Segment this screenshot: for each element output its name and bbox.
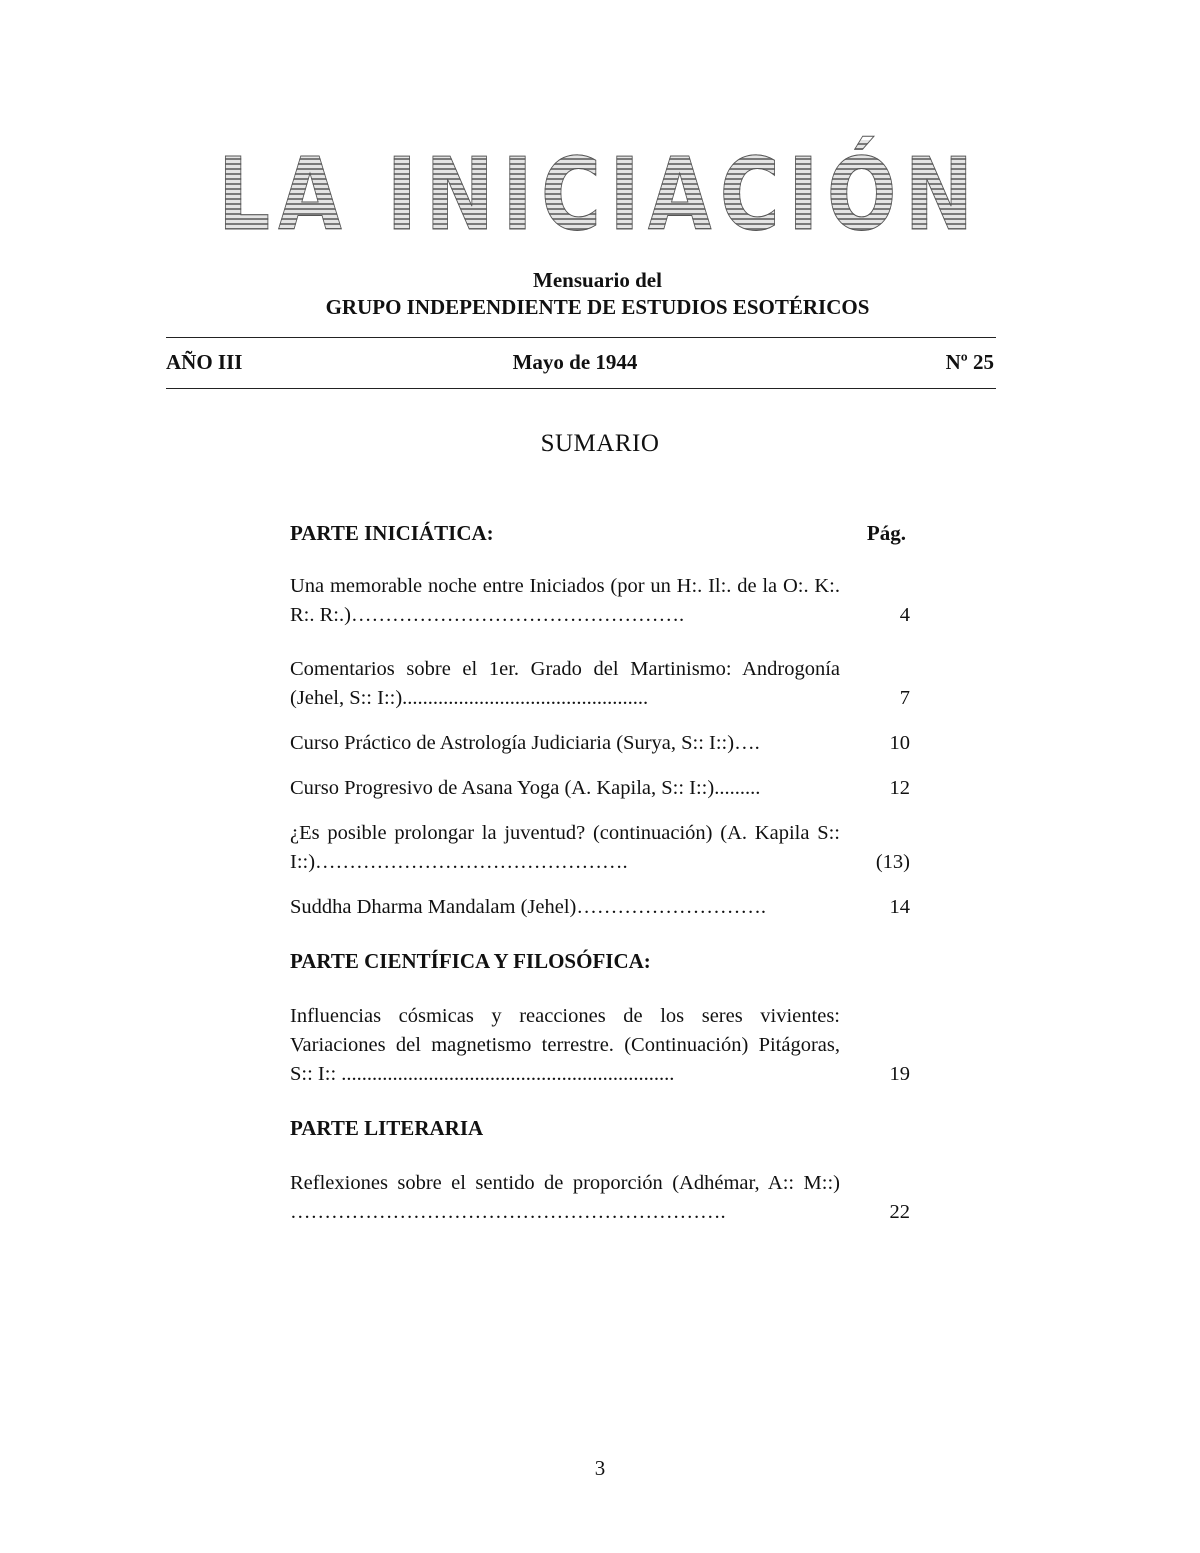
toc-entry-page: (13)	[875, 851, 910, 873]
page-number: 3	[594, 1456, 606, 1480]
publication-subtitle	[0, 267, 1195, 321]
issue-year: AÑO III	[166, 350, 243, 374]
toc-entry-text: Influencias cósmicas y reacciones de los seres vivientes: Variaciones del magnetismo terrestre. (Continuación) Pitágoras, S:: I:: .................................................................	[290, 1005, 840, 1085]
toc-entry	[290, 1002, 912, 1089]
toc-entry-page: 10	[889, 732, 910, 754]
toc-entry	[290, 572, 912, 630]
section-title: PARTE CIENTÍFICA Y FILOSÓFICA:	[290, 949, 651, 973]
publication-logo: LA INICIACIÓN	[218, 136, 982, 253]
issue-date: Mayo de 1944	[512, 350, 638, 374]
toc-entry-text: Curso Progresivo de Asana Yoga (A. Kapila, S:: I::).........	[290, 777, 761, 799]
toc-entry-text: Suddha Dharma Mandalam (Jehel)……………………….	[290, 896, 766, 918]
section-title: PARTE LITERARIA	[290, 1116, 484, 1140]
subtitle-line-1: Mensuario del	[533, 268, 662, 292]
toc-entry-page: 4	[899, 604, 910, 626]
top-divider	[166, 337, 996, 338]
toc-entry	[290, 655, 912, 713]
toc-entry-text: Una memorable noche entre Iniciados (por un H:. Il:. de la O:. K:. R:. R:.)………………………………………….	[290, 575, 840, 626]
bottom-divider	[166, 388, 996, 389]
issue-number: Nº 25	[945, 350, 994, 374]
toc-entry	[290, 819, 912, 877]
toc-entry-page: 22	[889, 1201, 910, 1223]
toc-entry-page: 7	[899, 687, 910, 709]
subtitle-line-2: GRUPO INDEPENDIENTE DE ESTUDIOS ESOTÉRICOS	[325, 295, 870, 319]
toc-entry-text: Curso Práctico de Astrología Judiciaria (Surya, S:: I::)….	[290, 732, 760, 754]
toc-entry-page: 14	[889, 896, 910, 918]
toc-entry-page: 12	[889, 777, 910, 799]
toc-entry-text: Comentarios sobre el 1er. Grado del Martinismo: Androgonía (Jehel, S:: I::)................................................	[290, 658, 840, 709]
toc-entry-text: ¿Es posible prolongar la juventud? (continuación) (A. Kapila S:: I::)……………………………………….	[290, 822, 840, 873]
sumario-heading: SUMARIO	[540, 430, 660, 457]
toc-entry	[290, 729, 912, 758]
section-title: PARTE INICIÁTICA:	[290, 521, 494, 545]
toc-entry-text: Reflexiones sobre el sentido de proporción (Adhémar, A:: M::) ……………………………………………………….	[290, 1172, 840, 1223]
toc-entry	[290, 774, 912, 803]
masthead	[0, 136, 1200, 253]
toc-entry-page: 19	[889, 1063, 910, 1085]
toc-entry	[290, 893, 912, 922]
page-column-label: Pág.	[866, 521, 906, 545]
toc-entry	[290, 1169, 912, 1227]
issue-info-row	[166, 348, 996, 376]
table-of-contents	[290, 518, 912, 1227]
toc-section-header	[290, 518, 912, 548]
